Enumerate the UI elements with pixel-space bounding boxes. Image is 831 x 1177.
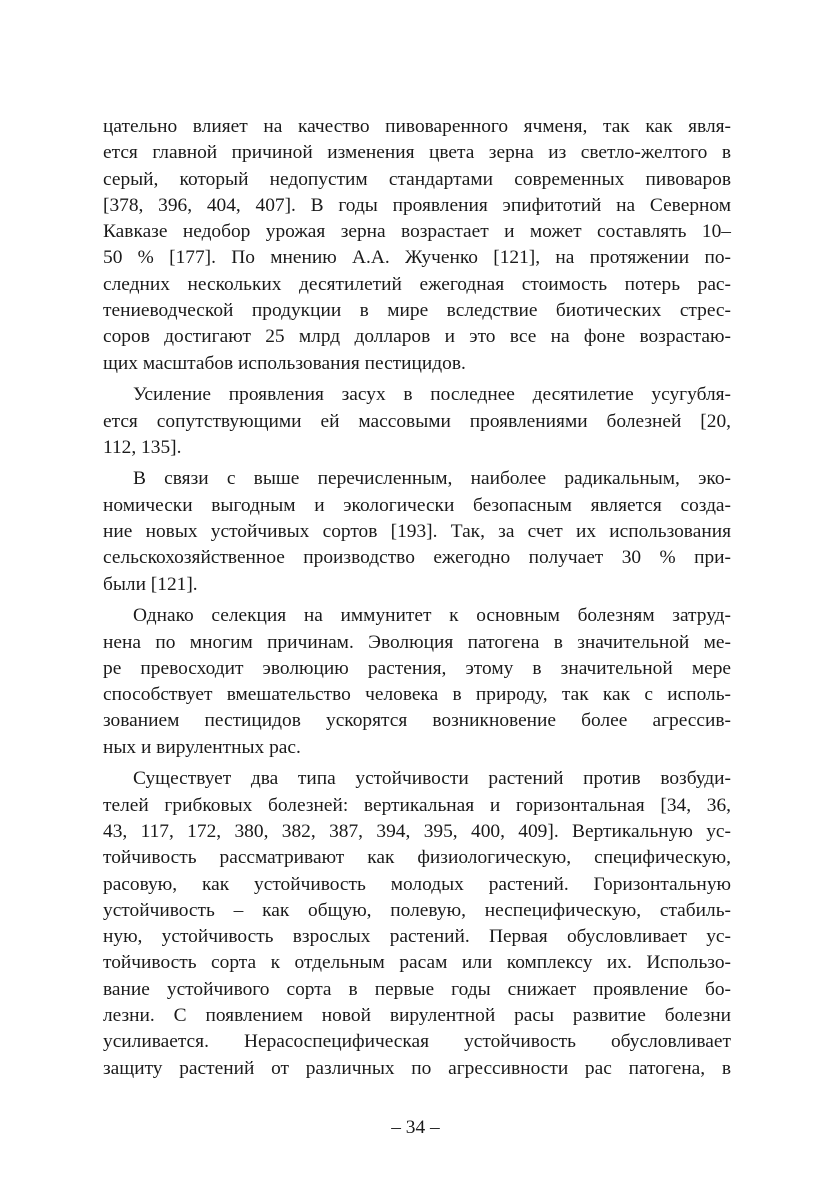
text-line: ре превосходит эволюцию растения, этому в значительной мере bbox=[103, 657, 731, 679]
page-body bbox=[103, 114, 731, 1087]
text-line: расовую, как устойчивость молодых растений. Горизонтальную bbox=[103, 873, 731, 895]
text-line: были [121]. bbox=[103, 573, 198, 595]
text-line: Однако селекция на иммунитет к основным болезням затруд- bbox=[133, 605, 731, 627]
text-line: щих масштабов использования пестицидов. bbox=[103, 352, 466, 374]
text-line: вание устойчивого сорта в первые годы снижает проявление бо- bbox=[103, 978, 731, 1000]
paragraph-4 bbox=[103, 603, 731, 761]
text-line: лезни. С появлением новой вирулентной расы развитие болезни bbox=[103, 1004, 731, 1026]
text-line: зованием пестицидов ускорятся возникновение более агрессив- bbox=[103, 710, 731, 732]
text-line: [378, 396, 404, 407]. В годы проявления эпифитотий на Северном bbox=[103, 194, 731, 216]
text-line: номически выгодным и экологически безопасным является созда- bbox=[103, 494, 731, 516]
text-line: защиту растений от различных по агрессивности рас патогена, в bbox=[103, 1057, 731, 1079]
paragraph-3 bbox=[103, 466, 731, 597]
text-line: устойчивость – как общую, полевую, неспецифическую, стабиль- bbox=[103, 899, 731, 921]
text-line: серый, который недопустим стандартами современных пивоваров bbox=[103, 168, 731, 190]
text-line: ных и вирулентных рас. bbox=[103, 736, 301, 758]
text-line: ется главной причиной изменения цвета зерна из светло-желтого в bbox=[103, 142, 731, 164]
text-line: тойчивость сорта к отдельным расам или комплексу их. Использо- bbox=[103, 952, 731, 974]
text-line: Кавказе недобор урожая зерна возрастает и может составлять 10– bbox=[103, 221, 731, 243]
text-line: 43, 117, 172, 380, 382, 387, 394, 395, 400, 409]. Вертикальную ус- bbox=[103, 820, 731, 842]
text-line: телей грибковых болезней: вертикальная и горизонтальная [34, 36, bbox=[103, 794, 731, 816]
text-line: Усиление проявления засух в последнее десятилетие усугубля- bbox=[133, 384, 731, 406]
text-line: способствует вмешательство человека в природу, так как с исполь- bbox=[103, 684, 731, 706]
paragraph-2 bbox=[103, 382, 731, 461]
text-line: усиливается. Нерасоспецифическая устойчивость обусловливает bbox=[103, 1031, 731, 1053]
text-line: 50 % [177]. По мнению А.А. Жученко [121], на протяжении по- bbox=[103, 247, 731, 269]
text-line: ную, устойчивость взрослых растений. Первая обусловливает ус- bbox=[103, 926, 731, 948]
text-line: тениеводческой продукции в мире вследствие биотических стрес- bbox=[103, 300, 731, 322]
text-line: сельскохозяйственное производство ежегодно получает 30 % при- bbox=[103, 547, 731, 569]
text-line: тойчивость рассматривают как физиологическую, специфическую, bbox=[103, 847, 731, 869]
text-line: соров достигают 25 млрд долларов и это все на фоне возрастаю- bbox=[103, 326, 731, 348]
text-line: ется сопутствующими ей массовыми проявлениями болезней [20, bbox=[103, 410, 731, 432]
text-line: следних нескольких десятилетий ежегодная стоимость потерь рас- bbox=[103, 273, 731, 295]
text-line: ние новых устойчивых сортов [193]. Так, за счет их использования bbox=[103, 521, 731, 543]
text-line: цательно влияет на качество пивоваренного ячменя, так как явля- bbox=[103, 116, 731, 137]
page-number: – 34 – bbox=[391, 1117, 440, 1138]
paragraph-5 bbox=[103, 766, 731, 1082]
text-line: нена по многим причинам. Эволюция патогена в значительной ме- bbox=[103, 631, 731, 653]
text-line: Существует два типа устойчивости растений против возбуди- bbox=[133, 768, 731, 790]
text-line: 112, 135]. bbox=[103, 436, 182, 458]
paragraph-1 bbox=[103, 114, 731, 377]
text-line: В связи с выше перечисленным, наиболее радикальным, эко- bbox=[133, 468, 731, 490]
